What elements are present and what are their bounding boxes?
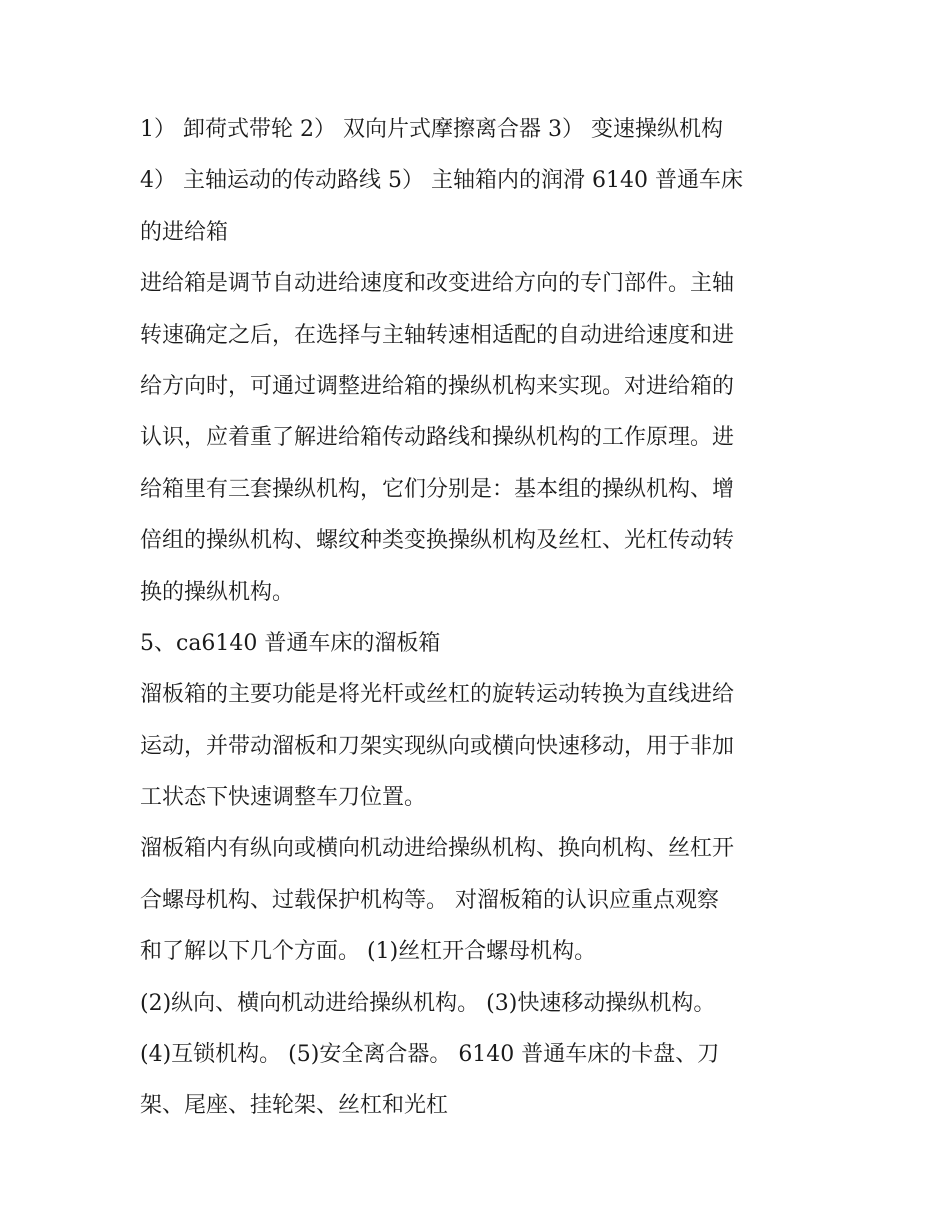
- text-line-7: 认识，应着重了解进给箱传动路线和操纵机构的工作原理。进: [140, 425, 735, 451]
- text-line-6: 给方向时，可通过调整进给箱的操纵机构来实现。对进给箱的: [140, 373, 735, 399]
- document-body: [140, 104, 820, 1132]
- text-line-12: 溜板箱的主要功能是将光杆或丝杠的旋转运动转换为直线进给: [140, 682, 735, 708]
- text-line-17: 和了解以下几个方面。 (1)丝杠开合螺母机构。: [140, 939, 597, 965]
- text-line-4: 进给箱是调节自动进给速度和改变进给方向的专门部件。主轴: [140, 271, 735, 297]
- text-line-10: 换的操纵机构。: [140, 579, 295, 605]
- text-line-15: 溜板箱内有纵向或横向机动进给操纵机构、换向机构、丝杠开: [140, 836, 735, 862]
- text-line-16: 合螺母机构、过载保护机构等。 对溜板箱的认识应重点观察: [140, 887, 719, 913]
- text-line-18: (2)纵向、横向机动进给操纵机构。 (3)快速移动操纵机构。: [140, 990, 716, 1016]
- text-line-19: (4)互锁机构。 (5)安全离合器。 6140 普通车床的卡盘、刀: [140, 1042, 720, 1068]
- text-line-13: 运动，并带动溜板和刀架实现纵向或横向快速移动，用于非加: [140, 733, 735, 759]
- text-line-2: 4） 主轴运动的传动路线 5） 主轴箱内的润滑 6140 普通车床: [140, 168, 743, 194]
- section-heading-apron: 5、ca6140 普通车床的溜板箱: [140, 630, 441, 656]
- text-line-20: 架、尾座、挂轮架、丝杠和光杠: [140, 1093, 449, 1119]
- text-line-8: 给箱里有三套操纵机构，它们分别是：基本组的操纵机构、增: [140, 476, 735, 502]
- text-line-14: 工状态下快速调整车刀位置。: [140, 785, 427, 811]
- text-line-3: 的进给箱: [140, 219, 229, 245]
- text-line-9: 倍组的操纵机构、螺纹种类变换操纵机构及丝杠、光杠传动转: [140, 528, 735, 554]
- text-line-1: 1） 卸荷式带轮 2） 双向片式摩擦离合器 3） 变速操纵机构: [140, 117, 723, 142]
- text-line-5: 转速确定之后，在选择与主轴转速相适配的自动进给速度和进: [140, 322, 735, 348]
